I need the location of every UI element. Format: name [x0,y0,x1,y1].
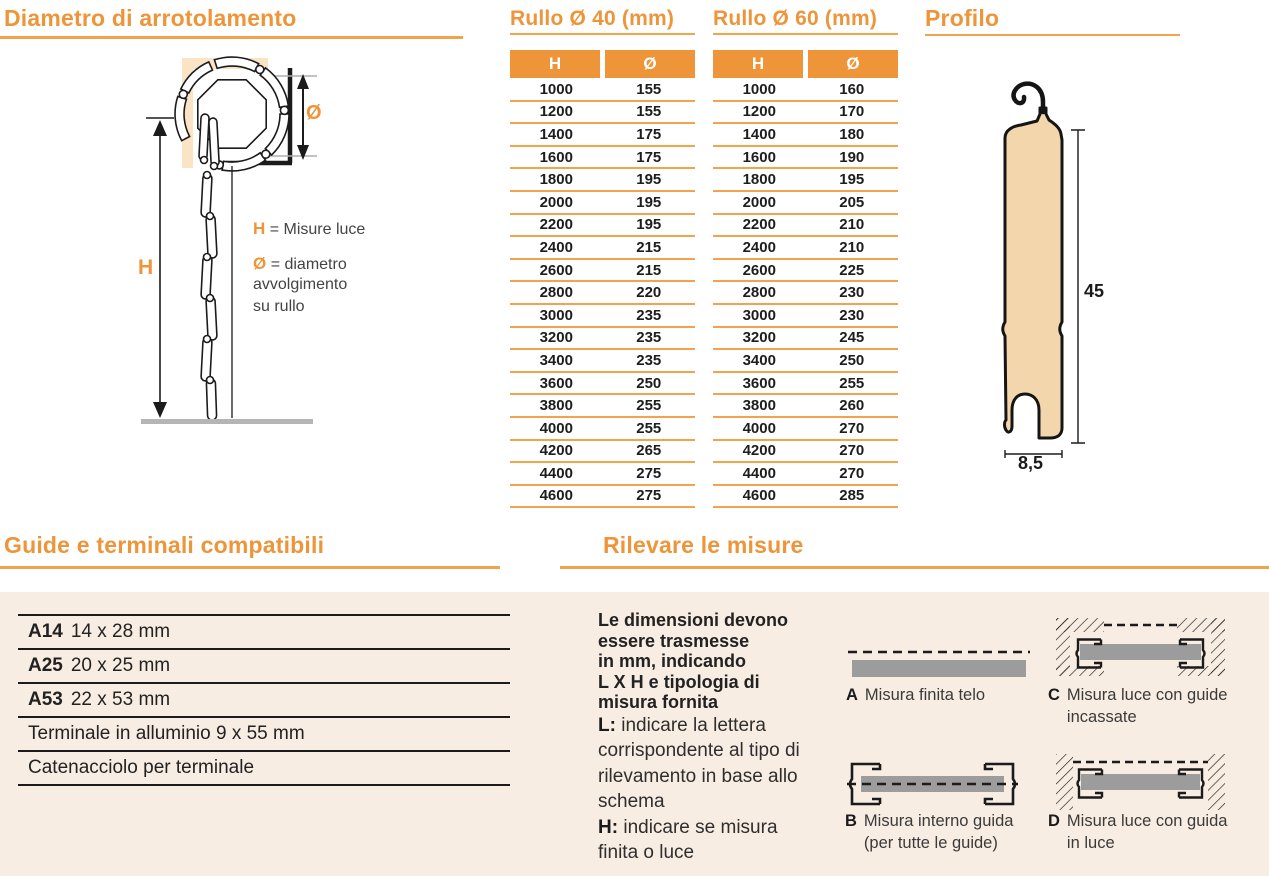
table-row [510,305,695,328]
cell-h: 3600 [742,374,776,392]
cell-diameter: 255 [839,374,865,392]
cell-h: 1600 [742,148,776,166]
cell-diameter: 270 [839,442,865,460]
guide-list-item [18,616,510,650]
column-header-diameter: Ø [808,50,898,78]
guides-list [18,614,510,786]
measure-label-c-line2: incassate [1066,708,1137,726]
measures-body-line [598,738,858,764]
cell-diameter: 175 [636,125,662,143]
profile-diagram [995,80,1105,470]
guide-text: 22 x 53 mm [70,689,171,710]
table-row [510,350,695,373]
guide-list-item [18,684,510,718]
cell-h: 2600 [539,261,573,279]
cell-diameter: 250 [839,351,865,369]
measures-intro-line: in mm, indicando [598,651,747,671]
section-title-measures: Rilevare le misure [603,532,804,558]
cell-h: 2800 [742,284,776,302]
table-rullo-40 [510,50,695,508]
measures-line-text: corrispondente al tipo di [598,740,800,761]
measure-diagram-c [1048,598,1233,680]
table-row [510,373,695,396]
cell-h: 1200 [539,103,573,121]
cell-diameter: 225 [839,261,865,279]
cell-diameter: 250 [636,374,662,392]
cell-diameter: 195 [636,216,662,234]
table-row [510,441,695,464]
cell-h: 2000 [742,193,776,211]
cell-diameter: 175 [636,148,662,166]
table-row [510,237,695,260]
cell-diameter: 270 [839,464,865,482]
measures-body-line [598,789,858,815]
cell-diameter: 155 [636,80,662,98]
measures-line-bold: L: [598,714,616,736]
profile-width-value: 8,5 [1018,453,1044,473]
table-row [713,328,898,351]
table-body [510,79,695,508]
guide-text: Terminale in alluminio 9 x 55 mm [28,723,305,744]
measures-text-block [598,610,858,866]
cell-diameter: 170 [839,103,865,121]
measure-letter-d: D [1048,812,1060,830]
measure-label-c-line1: Misura luce con guide [1066,686,1228,704]
table-row [510,147,695,170]
cell-h: 3200 [539,329,573,347]
cell-h: 3800 [539,397,573,415]
table-row [713,124,898,147]
cell-diameter: 255 [636,397,662,415]
measure-label-d-line2: in luce [1066,834,1115,852]
divider-rullo-60 [713,33,898,35]
cell-diameter: 195 [636,193,662,211]
cell-h: 4200 [539,442,573,460]
table-row [510,486,695,509]
table-row [713,215,898,238]
section-title-guides: Guide e terminali compatibili [4,532,325,558]
cell-diameter: 190 [839,148,865,166]
cell-diameter: 275 [636,487,662,505]
table-row [713,282,898,305]
cell-diameter: 160 [839,80,865,98]
measure-letter-b: B [845,812,857,830]
guide-text: 20 x 25 mm [70,655,171,676]
guide-code: A14 [28,621,63,642]
cell-diameter: 230 [839,306,865,324]
table-row [713,237,898,260]
cell-diameter: 260 [839,397,865,415]
measures-body-line [598,713,858,739]
table-row [713,373,898,396]
guide-list-item [18,718,510,752]
cell-diameter: 235 [636,351,662,369]
legend-diameter-line3: su rullo [253,298,305,315]
measures-body-line [598,764,858,790]
divider-guides [0,566,500,569]
guide-code: A25 [28,655,63,676]
table-row [713,305,898,328]
measure-label-a-line1: Misura finita telo [864,686,986,704]
table-row [713,395,898,418]
table-row [713,418,898,441]
legend-h-symbol: H [253,219,266,238]
cell-h: 4600 [539,487,573,505]
guide-list-item [18,650,510,684]
cell-diameter: 235 [636,329,662,347]
guide-code: A53 [28,689,63,710]
table-header [713,50,898,78]
measures-line-text: schema [598,791,665,812]
cell-diameter: 215 [636,261,662,279]
cell-diameter: 220 [636,284,662,302]
section-title-rolling-diameter: Diametro di arrotolamento [4,5,297,31]
measure-label-d [1048,810,1227,854]
measures-body [598,713,858,866]
cell-h: 4400 [539,464,573,482]
measures-intro-line: Le dimensioni devono [598,610,789,630]
measures-intro [598,610,858,713]
table-row [510,79,695,102]
cell-diameter: 195 [636,171,662,189]
cell-h: 4400 [742,464,776,482]
table-row [510,102,695,125]
legend-diameter [253,254,347,274]
measures-body-line [598,815,858,841]
cell-h: 2800 [539,284,573,302]
cell-h: 3400 [742,351,776,369]
table-row [510,282,695,305]
cell-h: 1400 [742,125,776,143]
table-rullo-60 [713,50,898,508]
guide-text: Catenacciolo per terminale [28,757,255,778]
measure-label-d-line1: Misura luce con guida [1066,812,1228,830]
measure-label-b-line2: (per tutte le guide) [863,834,998,852]
table-row [713,147,898,170]
table-row [713,463,898,486]
measures-intro-line: misura fornita [598,692,719,712]
legend-diameter-text: = diametro [270,256,347,273]
cell-diameter: 235 [636,306,662,324]
cell-h: 1400 [539,125,573,143]
cell-h: 1000 [742,80,776,98]
measure-label-a [846,684,985,706]
measures-intro-line: essere trasmesse [598,630,750,651]
cell-diameter: 245 [839,329,865,347]
cell-diameter: 275 [636,464,662,482]
divider-measures [560,566,1269,569]
cell-diameter: 210 [839,216,865,234]
guide-list-item [18,752,510,786]
table-title-rullo-40: Rullo Ø 40 (mm) [510,7,675,30]
table-row [713,260,898,283]
table-header [510,50,695,78]
cell-h: 3800 [742,397,776,415]
cell-h: 1000 [539,80,573,98]
diameter-symbol-label: Ø [306,102,322,124]
measures-line-text: finita o luce [598,842,695,863]
legend-h-text: = Misure luce [269,221,366,238]
cell-diameter: 215 [636,238,662,256]
measures-line-text: indicare se misura [618,816,778,838]
legend-diameter-symbol: Ø [253,254,267,273]
measures-line-bold: H: [598,816,619,838]
measure-letter-c: C [1048,686,1060,704]
cell-h: 2200 [742,216,776,234]
measure-diagram-b [845,758,1020,810]
cell-h: 2600 [742,261,776,279]
cell-h: 3600 [539,374,573,392]
table-row [510,260,695,283]
cell-h: 4600 [742,487,776,505]
table-row [713,169,898,192]
section-title-profile: Profilo [925,5,1000,31]
table-row [510,215,695,238]
legend-h [253,219,365,239]
measure-diagram-d [1048,752,1233,814]
cell-h: 3400 [539,351,573,369]
table-row [510,418,695,441]
cell-h: 2200 [539,216,573,234]
cell-h: 1800 [539,171,573,189]
measures-body-line [598,840,858,866]
table-row [713,102,898,125]
height-symbol-label: H [138,256,154,279]
cell-diameter: 230 [839,284,865,302]
divider-rolling-diameter [0,36,463,39]
cell-h: 2400 [539,238,573,256]
cell-diameter: 205 [839,193,865,211]
measure-label-b [845,810,1013,854]
cell-h: 2400 [742,238,776,256]
cell-h: 3000 [742,306,776,324]
cell-diameter: 180 [839,125,865,143]
legend-diameter-line2: avvolgimento [253,276,348,293]
column-header-h: H [510,50,600,78]
divider-rullo-40 [510,33,695,35]
guide-text: 14 x 28 mm [70,621,171,642]
table-row [510,395,695,418]
table-row [510,328,695,351]
table-row [713,350,898,373]
cell-h: 4000 [539,419,573,437]
column-header-h: H [713,50,803,78]
measure-diagram-a [846,640,1032,685]
measure-label-c [1048,684,1227,728]
cell-diameter: 270 [839,419,865,437]
cell-diameter: 265 [636,442,662,460]
measure-letter-a: A [846,686,858,704]
column-header-diameter: Ø [605,50,695,78]
divider-profile [925,34,1180,36]
table-row [510,169,695,192]
cell-diameter: 255 [636,419,662,437]
table-row [713,192,898,215]
measures-intro-line: L X H e tipologia di [598,671,760,692]
cell-diameter: 285 [839,487,865,505]
cell-h: 2000 [539,193,573,211]
table-title-rullo-60: Rullo Ø 60 (mm) [713,7,878,30]
measures-line-text: indicare la lettera [615,714,766,736]
table-body [713,79,898,508]
table-row [713,79,898,102]
cell-diameter: 195 [839,171,865,189]
cell-h: 4200 [742,442,776,460]
cell-h: 4000 [742,419,776,437]
table-row [510,192,695,215]
cell-h: 1200 [742,103,776,121]
cell-h: 3200 [742,329,776,347]
cell-diameter: 155 [636,103,662,121]
cell-h: 1600 [539,148,573,166]
cell-h: 3000 [539,306,573,324]
measures-line-text: rilevamento in base allo [598,765,798,787]
table-row [510,124,695,147]
table-row [510,463,695,486]
measure-label-b-line1: Misura interno guida [863,812,1014,830]
table-row [713,486,898,509]
cell-h: 1800 [742,171,776,189]
profile-height-value: 45 [1084,281,1105,301]
cell-diameter: 210 [839,238,865,256]
table-row [713,441,898,464]
